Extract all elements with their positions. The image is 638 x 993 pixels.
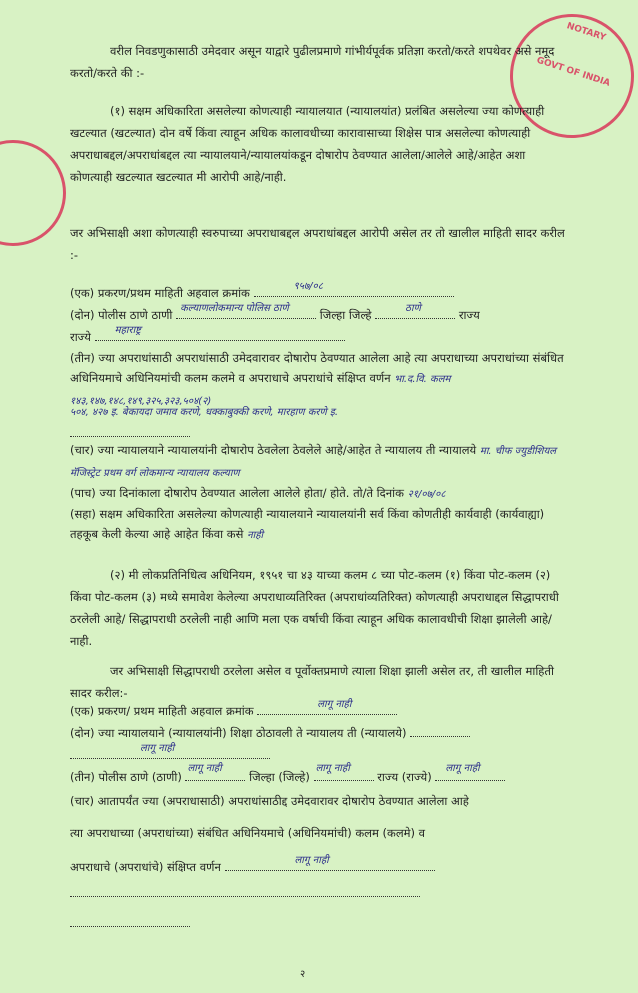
s1-court-value: मा. चीफ ज्युडीशियल मॅजिस्ट्रेट प्रथम वर्ग लोकमान्य न्यायालय कल्याण (70, 446, 557, 479)
s2-court-label: (दोन) ज्या न्यायालयाने (न्यायालयांनी) शिक्षा ठोठावली ते न्यायालय ती (न्यायालये) (70, 726, 407, 740)
s1-police-station (70, 303, 480, 323)
s2-court (70, 724, 470, 741)
s1-case-value: ९५७/०८ (293, 281, 323, 292)
s1-states-label: राज्ये (70, 330, 91, 344)
s1-offence-value-2: ५०४, ४२७ इ. बेकायदा जमाव करणे, धक्काबुक्की करणे, मारहाण करणे इ. (70, 407, 339, 418)
s1-states-value: महाराष्ट्र (114, 325, 141, 336)
s1-district-value: ठाणे (405, 303, 421, 314)
s1-proceedings (70, 504, 570, 546)
s2-state-label: राज्य (राज्ये) (377, 770, 432, 784)
page-number: २ (300, 969, 306, 980)
s1-police-label: (दोन) पोलीस ठाणे ठाणी (70, 308, 173, 322)
s2-police-value: लागू नाही (187, 763, 222, 774)
s1-states (70, 325, 345, 345)
s1-court-label: (चार) ज्या न्यायालयाने न्यायालयांनी दोषारोप ठेवलेला ठेवलेले आहे/आहेत ते न्यायालय ती न्यायालये (70, 443, 477, 457)
s2-case-number (70, 699, 397, 719)
s1-offence-description (70, 348, 570, 412)
s1-case-label: (एक) प्रकरण/प्रथम माहिती अहवाल क्रमांक (70, 286, 250, 300)
s1-offence-label: (तीन) ज्या अपराधांसाठी अपराधांसाठी उमेदवारावर दोषारोप ठेवण्यात आलेला आहे त्या अपराधाच्या अपराधांच्या संबंधित अधिनियमाचे अधिनियमांची कलम कलमे व अपराधाचे अपराधांचे संक्षिप्त वर्णन (70, 351, 564, 385)
s1-proceedings-label: (सहा) सक्षम अधिकारिता असलेल्या कोणत्याही न्यायालयाने न्यायालयांनी सर्व किंवा कोणतीही कार्यवाही (कार्यवाह्या) तहकूब केली केल्या आहे आहेत किंवा कसे (70, 507, 545, 541)
s1-proceedings-value: नाही (247, 530, 264, 541)
s2-district-label: जिल्हा (जिल्हे) (249, 770, 310, 784)
s2-offence-line-3 (70, 855, 435, 875)
s2-offence-value: लागू नाही (294, 855, 329, 866)
s2-court-value: लागू नाही (140, 743, 175, 754)
s1-state-label: राज्य (458, 308, 480, 322)
clause-1: (१) सक्षम अधिकारिता असलेल्या कोणत्याही न्यायालयात (न्यायालयांत) प्रलंबित असलेल्या ज्या कोणत्याही खटल्यात (खटल्यात) दोन वर्षे किंवा त्याहून अधिक कालावधीच्या कारावासाच्या शिक्षेस पात्र असलेल्या कोणत्याही अपराधाबद्दल/अपराधांबद्दल त्या न्यायालयाने/न्यायालयांकडून दोषारोप ठेवण्यात आलेला/आलेले आहे/आहेत अशा कोणत्याही खटल्यात खटल्यात मी आरोपी आहे/नाही. (70, 104, 545, 184)
notary-stamp-partial (0, 140, 66, 246)
s2-offence-line-1: (चार) आतापर्यंत ज्या (अपराधासाठी) अपराधांसाठीद्द उमेदवारावर दोषारोप ठेवण्यात आलेला आहे (70, 794, 469, 808)
s2-offence-blank (70, 884, 420, 897)
s1-date-value: २१/०७/०८ (407, 489, 446, 500)
s2-offence-label: अपराधाचे (अपराधांचे) संक्षिप्त वर्णन (70, 860, 221, 874)
s1-case-number (70, 281, 454, 301)
clause-2-sub: जर अभिसाक्षी सिद्धापराधी ठरलेला असेल व पूर्वोक्तप्रमाणे त्याला शिक्षा झाली असेल तर, ती खालील माहिती सादर करील:- (70, 664, 554, 700)
s2-offence-line-2: त्या अपराधाच्या (अपराधांच्या) संबंधित अधिनियमाचे (अधिनियमांची) कलम (कलमे) व (70, 826, 426, 840)
s1-offence-blank (70, 424, 190, 437)
clause-2: (२) मी लोकप्रतिनिधित्व अधिनियम, १९५१ चा ४३ याच्या कलम ८ च्या पोट-कलम (१) किंवा पोट-कलम (२) किंवा पोट-कलम (३) मध्ये समावेश केलेल्या अपराधाव्यतिरिक्त (अपराधांव्यतिरिक्त) कोणत्याही अपराधाद्दल सिद्धापराधी ठरलेली आहे/ सिद्धापराधी ठरलेली नाही आणि मला एक वर्षाची किंवा त्याहून अधिक कालावधीची शिक्षा झालेली आहे/ नाही. (70, 568, 559, 648)
s2-case-label: (एक) प्रकरण/ प्रथम माहिती अहवाल क्रमांक (70, 704, 254, 718)
s1-court (70, 440, 570, 484)
s1-offence-value-1: भा.द.वि. कलम १४३,१४७,१४८,१४९,३२५,३२३,५०४(२) (70, 374, 451, 407)
notary-stamp: NOTARY GOVT OF INDIA (494, 0, 638, 154)
s2-district-value: लागू नाही (315, 763, 350, 774)
s2-police (70, 763, 505, 785)
s2-offence-blank-2 (70, 914, 190, 927)
s1-district-label: जिल्हा जिल्हे (319, 308, 372, 322)
clause-1-sub: जर अभिसाक्षी अशा कोणत्याही स्वरुपाच्या अपराधाबद्दल अपराधांबद्दल आरोपी असेल तर तो खालील माहिती सादर करील :- (70, 226, 565, 262)
s1-charge-date (70, 486, 446, 501)
s2-police-label: (तीन) पोलीस ठाणे (ठाणी) (70, 770, 182, 784)
intro-paragraph: वरील निवडणुकासाठी उमेदवार असून याद्वारे पुढीलप्रमाणे गांभीर्यपूर्वक प्रतिज्ञा करतो/करते शपथेवर असे नमूद करतो/करते की :- (70, 44, 555, 80)
s2-case-value: लागू नाही (317, 699, 352, 710)
s1-police-value: कल्याणलोकमान्य पोलिस ठाणे (180, 303, 289, 314)
s1-date-label: (पाच) ज्या दिनांकाला दोषारोप ठेवण्यात आलेला आलेले होता/ होते. तो/ते दिनांक (70, 486, 404, 500)
s2-state-value: लागू नाही (445, 763, 480, 774)
